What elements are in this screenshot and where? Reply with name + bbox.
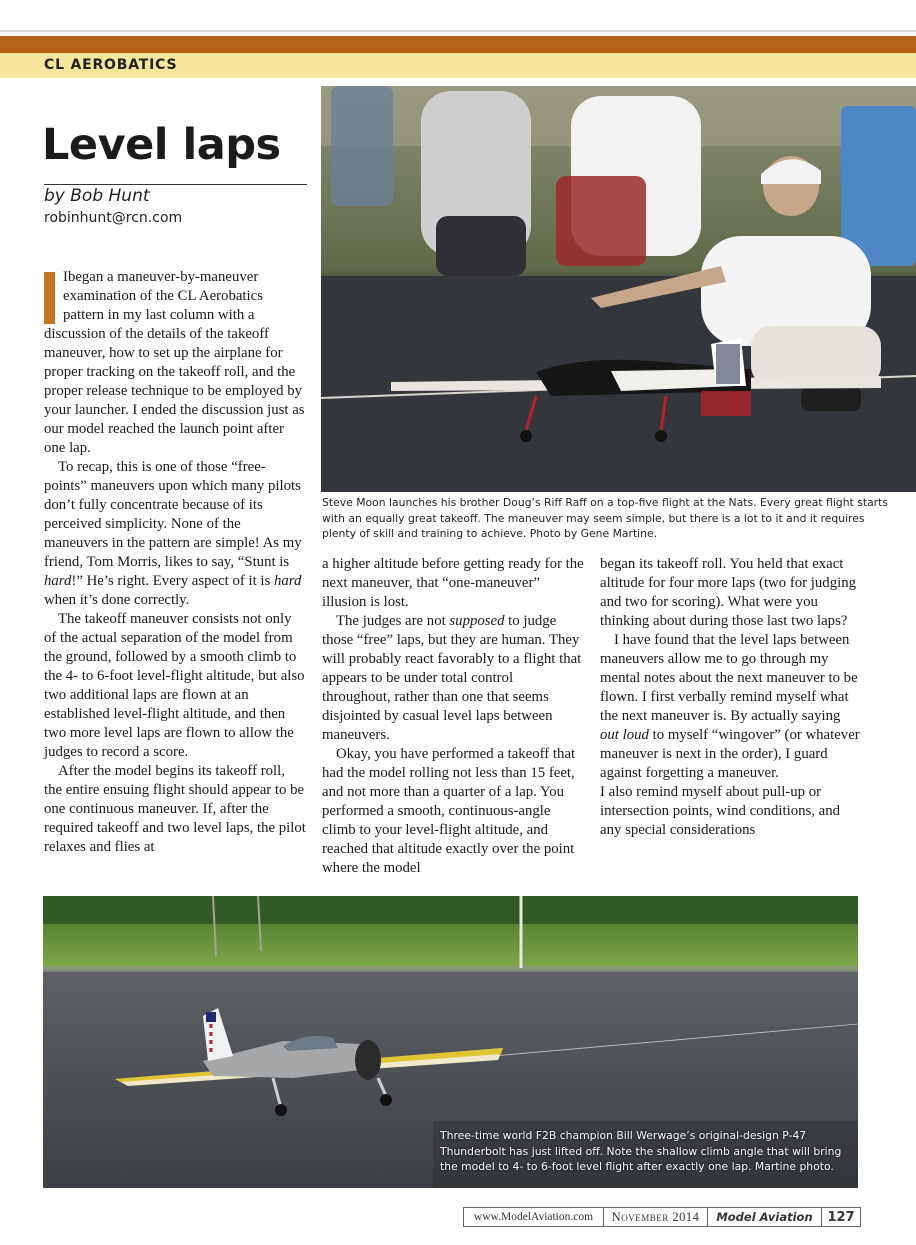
paragraph: To recap, this is one of those “free-points” maneuvers upon which many pilots don’t fully concentrate because of its perceived simplicity. None of the maneuvers in the pattern are simple! As my friend, Tom Morris, likes to say, “Stunt is hard!” He’s right. Every aspect of it is hard when it’s done correctly. [44,459,302,608]
paragraph: a higher altitude before getting ready for the next maneuver, that “one-maneuver” illusion is lost. [322,556,584,610]
paragraph: I have found that the level laps between maneuvers allow me to go through my mental notes about the next maneuver to be flown. I first verbally remind myself what the next maneuver is. By actually saying out loud to myself “wingover” (or whatever maneuver is next in the order), I guard against forgetting a maneuver. [600,632,860,781]
footer-issue-date: November 2014 [604,1208,708,1226]
page-footer [463,1207,861,1227]
paragraph: Okay, you have performed a takeoff that had the model rolling not less than 15 feet, and not more than a quarter of a lap. You performed a smooth, continuous-angle climb to your level-flight altitude, and reached that altitude exactly over the point where the model [322,746,576,876]
author-email[interactable]: robinhunt@rcn.com [44,210,183,226]
byline: by Bob Hunt [44,186,150,206]
body-column-3 [600,555,862,840]
footer-website-link[interactable]: www.ModelAviation.com [464,1208,604,1226]
top-rule [0,30,916,32]
article-title: Level laps [42,120,281,170]
paragraph: After the model begins its takeoff roll, the entire ensuing flight should appear to be one continuous maneuver. If, after the required takeoff and two level laps, the pilot relaxes and flies at [44,763,306,855]
drop-cap-bar [44,272,55,324]
photo-caption-top: Steve Moon launches his brother Doug’s Riff Raff on a top-five flight at the Nats. Every great flight starts with an equally great takeoff. The maneuver may seem simple, but there is a lot to it and it requires plenty of skill and training to achieve. Photo by Gene Martine. [322,496,888,540]
body-column-2 [322,555,584,878]
paragraph: Ibegan a maneuver-by-maneuver examination of the CL Aerobatics pattern in my last column with a discussion of the details of the takeoff maneuver, how to set up the airplane for proper tracking on the takeoff roll, and the proper release technique to be employed by your launcher. I ended the discussion just as our model reached the launch point after one lap. [44,269,305,456]
title-rule [44,184,307,185]
header-orange-band [0,36,916,53]
section-label: CL AEROBATICS [44,57,178,73]
body-column-1 [44,268,306,857]
paragraph: The judges are not supposed to judge those “free” laps, but they are human. They will probably react favorably to a flight that appears to be under total control throughout, rather than one that seems disjointed by casual level laps between maneuvers. [322,613,582,743]
photo-caption-bottom: Three-time world F2B champion Bill Werwage’s original-design P-47 Thunderbolt has just lifted off. Note the shallow climb angle that will bring the model to 4- to 6-foot level flight after exactly one lap. Martine photo. [440,1129,842,1173]
footer-page-number: 127 [827,1209,855,1225]
paragraph: I also remind myself about pull-up or intersection points, wind conditions, and any special considerations [600,784,841,838]
drop-cap-letter: I [63,269,68,285]
photo-launch [321,86,916,492]
footer-magazine-name: Model Aviation [708,1208,822,1226]
paragraph: began its takeoff roll. You held that exact altitude for four more laps (two for judging and two for scoring). What were you thinking about during those last two laps? [600,556,857,629]
paragraph: The takeoff maneuver consists not only of the actual separation of the model from the ground, followed by a smooth climb to the 4- to 6-foot level-flight altitude, but also two additional laps are flown at an established level-flight altitude, and then two more level laps are flown to allow the judges to record a score. [44,611,305,760]
